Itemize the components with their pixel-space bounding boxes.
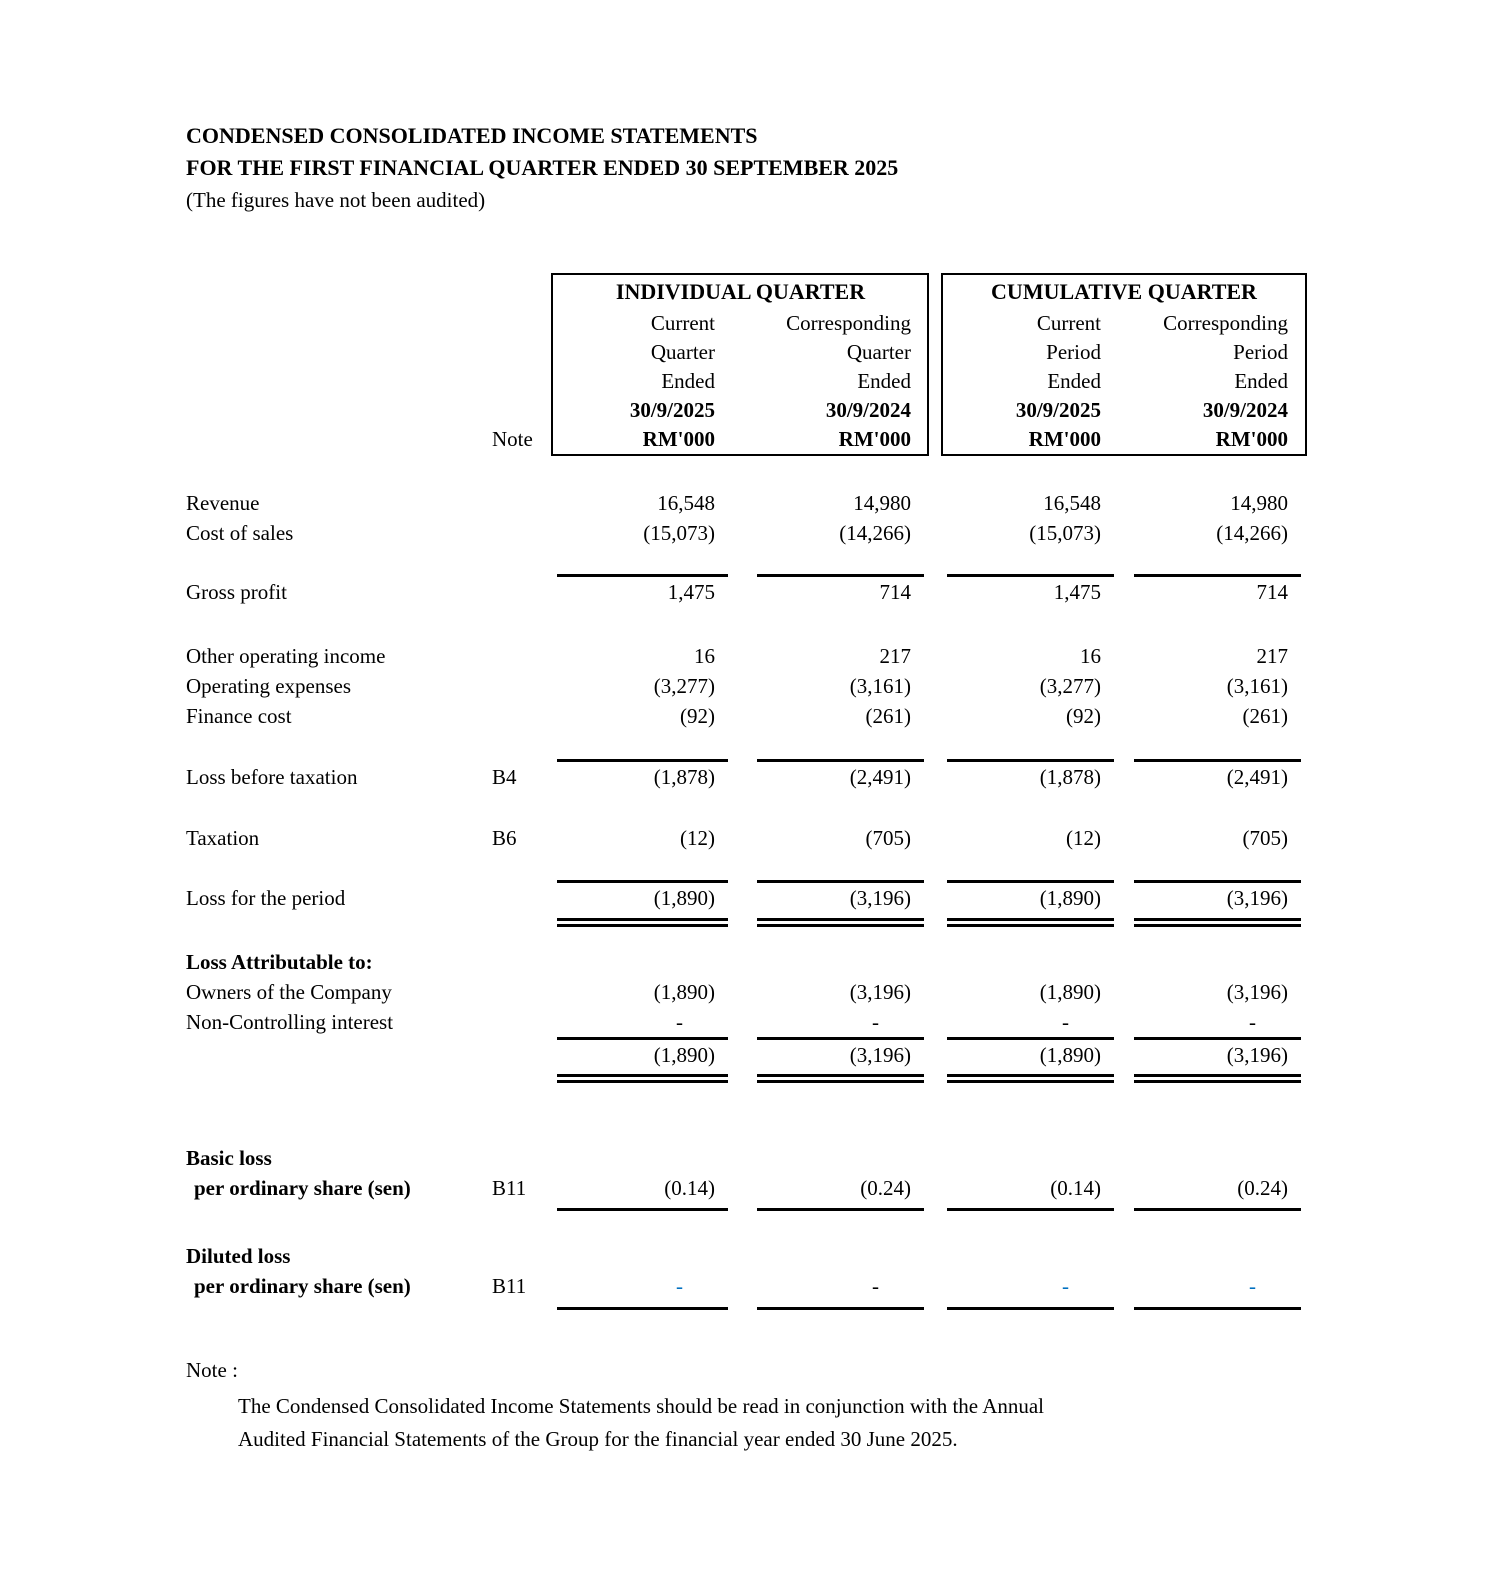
- column-header-row: [186, 309, 1306, 454]
- value-cell: (3,196): [849, 1043, 911, 1067]
- value-cell: 714: [1256, 580, 1288, 604]
- row-label: Revenue: [186, 491, 260, 515]
- value-cell: (0.24): [860, 1176, 911, 1200]
- value-cell: (15,073): [643, 521, 715, 545]
- row-label: Taxation: [186, 826, 260, 850]
- note-ref: B11: [492, 1274, 527, 1298]
- value-cell: (3,196): [849, 980, 911, 1004]
- value-cell: (261): [1242, 704, 1288, 728]
- value-cell: (705): [1242, 826, 1288, 850]
- value-cell: -: [676, 1010, 683, 1034]
- row-label: Gross profit: [186, 580, 287, 604]
- row-label: per ordinary share (sen): [194, 1274, 411, 1298]
- column-date: 30/9/2024: [825, 398, 911, 422]
- table-row-loss-before-taxation: [186, 762, 1306, 792]
- table-row-basic-loss-heading: [186, 1143, 1306, 1173]
- column-header-corresponding-quarter: Corresponding Quarter Ended 30/9/2024 RM'000: [757, 309, 924, 454]
- column-unit: RM'000: [838, 427, 911, 451]
- value-cell: (1,878): [653, 765, 715, 789]
- row-label: Finance cost: [186, 704, 292, 728]
- column-date: 30/9/2024: [1202, 398, 1288, 422]
- table-row-cost-of-sales: [186, 518, 1306, 548]
- table-row-loss-for-the-period: [186, 883, 1306, 913]
- row-label: Other operating income: [186, 644, 386, 668]
- table-row-basic-loss-per-share: [186, 1173, 1306, 1203]
- value-cell: -: [1249, 1010, 1256, 1034]
- value-cell: 1,475: [667, 580, 715, 604]
- value-cell: (12): [680, 826, 715, 850]
- table-row-diluted-loss-per-share: [186, 1271, 1306, 1301]
- table-row-revenue: [186, 488, 1306, 518]
- value-cell: (3,277): [653, 674, 715, 698]
- table-row-loss-attributable-heading: [186, 947, 1306, 977]
- value-cell: (14,266): [1216, 521, 1288, 545]
- title-block: [186, 120, 898, 216]
- column-unit: RM'000: [1028, 427, 1101, 451]
- double-rule-row: [186, 918, 1306, 927]
- note-column-header: Note: [492, 427, 533, 451]
- value-cell: 16: [694, 644, 715, 668]
- footnote-line-1: The Condensed Consolidated Income Statements should be read in conjunction with the Annual: [238, 1394, 1045, 1418]
- column-header-current-quarter: Current Quarter Ended 30/9/2025 RM'000: [557, 309, 728, 454]
- row-label: Owners of the Company: [186, 980, 392, 1004]
- value-cell: (1,890): [653, 886, 715, 910]
- row-label: Diluted loss: [186, 1244, 291, 1268]
- value-cell: -: [1062, 1274, 1069, 1298]
- report-title: CONDENSED CONSOLIDATED INCOME STATEMENTS: [186, 123, 758, 148]
- individual-quarter-title: INDIVIDUAL QUARTER: [615, 279, 866, 304]
- value-cell: (3,161): [849, 674, 911, 698]
- value-cell: 714: [879, 580, 911, 604]
- column-header-current-period: Current Period Ended 30/9/2025 RM'000: [947, 309, 1114, 454]
- row-label: Cost of sales: [186, 521, 294, 545]
- value-cell: (1,890): [1039, 1043, 1101, 1067]
- table-row-taxation: [186, 823, 1306, 853]
- value-cell: 217: [879, 644, 911, 668]
- column-unit: RM'000: [1215, 427, 1288, 451]
- row-label: [186, 1040, 490, 1070]
- table-row-gross-profit: [186, 577, 1306, 607]
- value-cell: (1,890): [653, 980, 715, 1004]
- value-cell: (12): [1066, 826, 1101, 850]
- column-date: 30/9/2025: [629, 398, 715, 422]
- value-cell: 16,548: [657, 491, 715, 515]
- value-cell: (3,196): [1226, 1043, 1288, 1067]
- value-cell: -: [872, 1010, 879, 1034]
- note-ref: B6: [492, 826, 517, 850]
- table-row-other-operating-income: [186, 641, 1306, 671]
- row-label: Operating expenses: [186, 674, 352, 698]
- report-period: FOR THE FIRST FINANCIAL QUARTER ENDED 30 SEPTEMBER 2025: [186, 155, 899, 180]
- footnote-text: [238, 1390, 1044, 1456]
- value-cell: (705): [865, 826, 911, 850]
- column-date: 30/9/2025: [1015, 398, 1101, 422]
- value-cell: (3,161): [1226, 674, 1288, 698]
- note-ref: B11: [492, 1176, 527, 1200]
- value-cell: (3,277): [1039, 674, 1101, 698]
- footnote-block: [186, 1355, 1044, 1456]
- table-row-owners-of-the-company: [186, 977, 1306, 1007]
- rule-row: [186, 1307, 1306, 1310]
- group-title-row: [186, 273, 1306, 309]
- value-cell: 1,475: [1053, 580, 1101, 604]
- row-label: Loss Attributable to:: [186, 950, 373, 974]
- table-row-diluted-loss-heading: [186, 1241, 1306, 1271]
- column-header-corresponding-period: Corresponding Period Ended 30/9/2024 RM'000: [1134, 309, 1301, 454]
- audit-status-note: (The figures have not been audited): [186, 188, 486, 212]
- value-cell: (1,890): [1039, 886, 1101, 910]
- value-cell: (1,890): [1039, 980, 1101, 1004]
- value-cell: 217: [1256, 644, 1288, 668]
- row-label: Basic loss: [186, 1146, 272, 1170]
- statement-table: [186, 273, 1306, 1310]
- value-cell: (92): [680, 704, 715, 728]
- value-cell: -: [1062, 1010, 1069, 1034]
- value-cell: (15,073): [1029, 521, 1101, 545]
- table-row-operating-expenses: [186, 671, 1306, 701]
- value-cell: (92): [1066, 704, 1101, 728]
- double-rule-row: [186, 1074, 1306, 1083]
- value-cell: (14,266): [839, 521, 911, 545]
- footnote-line-2: Audited Financial Statements of the Group for the financial year ended 30 June 2025.: [238, 1427, 958, 1451]
- value-cell: 14,980: [1230, 491, 1288, 515]
- value-cell: (0.14): [1050, 1176, 1101, 1200]
- table-row-non-controlling-interest: [186, 1007, 1306, 1037]
- value-cell: (3,196): [849, 886, 911, 910]
- table-row-finance-cost: [186, 701, 1306, 731]
- value-cell: (0.24): [1237, 1176, 1288, 1200]
- value-cell: 16,548: [1043, 491, 1101, 515]
- value-cell: (1,878): [1039, 765, 1101, 789]
- row-label: Non-Controlling interest: [186, 1010, 394, 1034]
- value-cell: -: [872, 1274, 879, 1298]
- value-cell: -: [676, 1274, 683, 1298]
- value-cell: (3,196): [1226, 980, 1288, 1004]
- value-cell: (0.14): [664, 1176, 715, 1200]
- row-label: Loss before taxation: [186, 765, 358, 789]
- row-label: per ordinary share (sen): [194, 1176, 411, 1200]
- column-unit: RM'000: [642, 427, 715, 451]
- cumulative-quarter-title: CUMULATIVE QUARTER: [991, 279, 1257, 304]
- value-cell: (1,890): [653, 1043, 715, 1067]
- table-row-loss-attributable-total: [186, 1040, 1306, 1070]
- value-cell: -: [1249, 1274, 1256, 1298]
- value-cell: (261): [865, 704, 911, 728]
- value-cell: 14,980: [853, 491, 911, 515]
- value-cell: (2,491): [1226, 765, 1288, 789]
- row-label: Loss for the period: [186, 886, 346, 910]
- value-cell: (2,491): [849, 765, 911, 789]
- note-ref: B4: [492, 765, 517, 789]
- footnote-label: Note :: [186, 1358, 238, 1382]
- value-cell: 16: [1080, 644, 1101, 668]
- value-cell: (3,196): [1226, 886, 1288, 910]
